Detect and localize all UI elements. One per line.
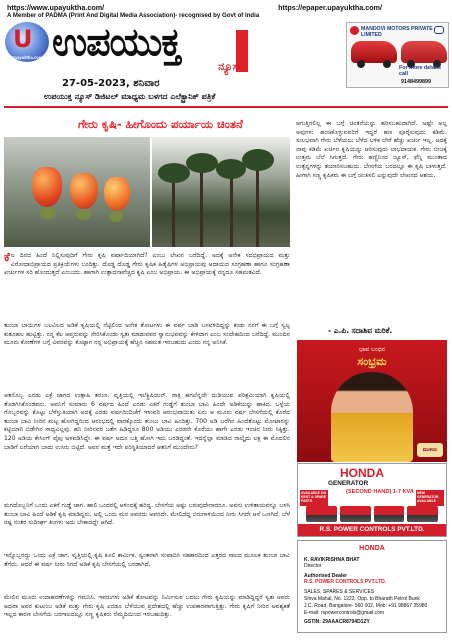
paragraph-2-text: ತುಂಬಾ ಬಾಯಿಗಳ ಬಲವಿಲದ ಅಡಿಕೆ ಕೃಷಿಯಲ್ಲಿ ನೆಟ್ಟಿಲಿಂದ ಅನೇಕ ತೋಟಗಳು ಈ ವರ್ಷ ಬಾಡಿ ಬಸವಳಿದಿದ್ದನ್ನು ಕಂಡು ನನಗೆ ಈ ಬಗ್ಗೆ ಸ್ವಲ್ಪ ಕುತೂಹಲ ಹುಟ್ಟಿತ್ತು. ನನ್ನ ಕೆಲ ಆಪ್ತರುವನ್ನು ಸೇರಿಸಿಕೊಂಡು ಸ್ವತಃ ಮಾಡುವವರ ಸ್ವಾನುಭವವನ್ನು ಕೇಳಿದಾಗ ಎಂಬ ಸಂದೇಹದಿಂದ ಬರೆದಿದ್ದೆ. ಮುಂದಿನ ಮೂರು ಕೋಣೆಗಳ ಬಗ್ಗೆ ವಿವರವನ್ನು ಕೊಟ್ಟಾಗ ನನ್ನ ಅಭಿಪ್ರಾಯಕ್ಕೆ ಹೆಚ್ಚಿನ ಸಹಮತ ಇರಬಹುದು ಎಂದು ನನ್ನ ಅನಿಸಿಕೆ. — [4, 322, 290, 347]
paragraph-6-text: ಮೇಲಿನ ಮೂರು ಉದಾಹರಣೆಗಳನ್ನು ಗಮನಿಸಿ. ಇವರುಗಳು ಅಡಿಕೆ ತೋಟವನ್ನು ನಿರ್ಮಿಸುವ ಬದಲು ಗೇರು ಕೃಷಿಯನ್ನು ಮಾಡಿದ್ದಿದ್ದರೆ ಸ್ವತಃ ಅವರು ಅಥವಾ ಅವರ ಕುಟುಂಬ ಅಡಿಕೆ ಮತ್ತು ಗೇರು ಕೃಷಿ ಎರಡೂ ಬೆಳೆಯುವ ಪ್ರದೇಶದಲ್ಲಿ ಹೆಚ್ಚು ಉಪಕಾರವಾಗುತ್ತಿತ್ತು. ಗೇರು ಕೃಷಿಗೆ ನೀರಿನ ಅವಶ್ಯಕತೆ ಇಲ್ಲದ ಕಾರಣ ಬೇಸಗೆಯ ಬರಗಾಲದಲ್ಲೂ ಸಣ್ಣ ಕೃಷಿಕರು ನೆಮ್ಮದಿಯಿಂದ ಇರಬಹುದಿತ್ತು. — [4, 594, 290, 619]
masthead-urls — [7, 3, 382, 12]
paragraph-1-text: ಲ ದಿನದ ಹಿಂದೆ ನಿಲ್ಲಿಸುವುದಿಗೆ ಗೇರು ಕೃಷಿ ವರ್ಷಾದಿಯಾಗಿದೆ? ಎಂಬು ಲೇಖನ ಬರೆದಿದ್ದೆ. ಅದಕ್ಕೆ ಅನೇಕ ಸದಭಿಪ್ರಾಯದ ಮತ್ತು ವಿರೋಧಾಭಿಪ್ರಾಯದ ಪ್ರತಿಕ್ರಿಯೆಗಳು ಬಂದಿತ್ತು. ದೊಡ್ಡ ದೊಡ್ಡ ಗೇರು ಕೃಷಿಕ ಹಿತೈಷಿಗಳ ಅಭಿಪ್ರಾಯವು ಆದಾಯದ ಸಂಗ್ರಹಣಾ ಹಾಗೂ ಸಂಗ್ರಹಣಾ ಖರ್ಚುಗಳ ಸರಿ ಹೊಂದುತ್ತದೆ ಎಂಬುದು. ಹಾಗಾಗಿ ಉತ್ಪಾದನಾವೆಚ್ಚದ ಕೃಷಿ ಎಂಬ ಅಭಿಪ್ರಾಯ. ಈ ಅಭಿಪ್ರಾಯಕ್ಕೆ ನನ್ನದೂ ಸಹಮತವಿದೆ. — [4, 252, 290, 277]
cashew-nut-icon — [76, 209, 91, 220]
card-role: Director — [304, 563, 322, 569]
generator-images — [306, 506, 438, 522]
article-paragraph-5 — [4, 552, 290, 588]
jewellery-ad[interactable] — [297, 340, 447, 462]
paragraph-3-text: ಆತನೊಬ್ಬ ಎರಡು ಎಕ್ರೆ ಜಾಗದ ಉತ್ಸಾಹಿ ತರುಣ. ವೃತ್ತಿಯಲ್ಲಿ ಇಲೆಕ್ಟ್ರಿಷಿಯನ್. ರಾತ್ರಿ ಹಗಲೆನ್ನದೇ ದುಡಿಯುವ ಪರಿಶ್ರಮಿಯಾಗಿ ಕೃಷಿಯಲ್ಲಿ ತೊಡಗಿಸಿಕೊಂಡವನು. ಅವನಿಗೆ ಸುಮಾರು 6 ವರ್ಷದ ಹಿಂದೆ ಎರಡು ಎಕರೆ ಗುಡ್ಡೆಗೆ ತುಂಬಾ ಬಾವಿ ಹಿಂದೇ ಅಡಿಕೆಯನ್ನು ಹಾಕಿದ. ಒಳ್ಳೆಯ ಗೊಬ್ಬರವನ್ನು ಕೊಟ್ಟು ಬೆಳೆಸ್ತುತಿಯಾಗಿ ಅದಕ್ಕೆ ಎರಡು ವರ್ಷದಿಂದಿಚೆಗೆ ಇಳುವರಿ ಆರಂಭವಾಯಿತು ಏನು ಆ ಮೂರು ವರ್ಷ ಬೇಸಗೆಯಲ್ಲಿ ಕೊರೆದ ತುಂಬಾ ಬಾವಿ ನೀರಿನ ಮಟ್ಟ ಹೋಗಿದ್ದರಿಂದ ಆರಂಭದಲ್ಲಿ ವಾರಕ್ಕೊಂದು ತುಂಬು ಬಾವಿ ಹಿಂದಿತ್ತು. 700 ಅಡಿ ಬರೆಗಿನ ಹಿಂದೆತೊಟ್ಟು ಮೋಟಾರನ್ನು ಕಟ್ಟಿಯಾಗಿ ಬಿಡೇಗಿನ ಸಾಧ್ಯವಿಲ್ಲವು. ಹನಿ ನೀರಿನವರ ಜತೆಗ ಹಿಡಿದ್ದರೂ 800 ಅಡಿಯು ಎರಡನೇ ಕೊರೆಯು ಹಾಗೇ ಎರಡು ಇಂಚಿನ ನೀರು ಸಿಕ್ಕಿತ್ತು. 120 ಅಡಿಯ ಕೇಸಿಂಗ್ ಪೈಪು ಅಳವಡಿಸಿದ್ದೇ. ಈ ವರ್ಷ ಅದೂ ಬತ್ತಿ ಹೋಗಿ ಇದು ಬರಡಿದ್ದಂತೆ. ಇದನ್ನೆಲ್ಲಾ ಮಾಡಿದ ನಾಲ್ಕೈದು ಲಕ್ಷ ಈ ಮೊದಲಿನ ಬಾಡಿಗೆ ಬರೆಯಾಗಿ ಬಾದು ಉಸಿರು ಬಿಟ್ಟಿದೆ. ಅವನ ಮತ್ತೆ ಇದೇ ಪರಿಸ್ಥಿತಿಯಾದರೆ ಆತನಿಗೆ ಮುಂದೇನು? — [4, 392, 290, 451]
honda-ad-range: (SECOND HAND) 1-7 KVA — [346, 489, 414, 495]
honda-ad-footer: R.S. POWER CONTROLS PVT.LTD. — [298, 524, 446, 536]
car-ad-brand: MANDOVI MOTORS PRIVATE LIMITED — [361, 26, 433, 38]
honda-ad-product: GENERATOR — [328, 480, 369, 487]
palm-frond-icon — [186, 153, 218, 173]
article-paragraph-1 — [4, 252, 290, 312]
palm-frond-icon — [242, 149, 274, 171]
article-right-column — [296, 120, 447, 326]
article-paragraph-6 — [4, 594, 290, 638]
article-headline: ಗೇರು ಕೃಷಿ- ಹೀಗೊಂದು ಪರ್ಯಾಯ ಚಿಂತನೆ — [78, 117, 243, 131]
tree-trunk-icon — [200, 167, 203, 247]
generator-icon — [340, 506, 371, 522]
tree-trunk-icon — [256, 163, 259, 247]
generator-icon — [407, 506, 438, 522]
issue-date: 27-05-2023, ಶನಿವಾರ — [62, 78, 160, 89]
masthead-divider — [4, 106, 448, 108]
article-right-text: ಆಗುತ್ತಿರಲಿಲ್ಲ ಈ ಬಗ್ಗೆ ಚಿಂತನೆಯನ್ನು ಹರಿಸಬಹುದಾಗಿದೆ. ಅಷ್ಟೇ ಅಲ್ಲ ಅವುಗಳು ಹಂಚಿಕೊಳ್ಳುವವರಿಗೆ ಇದ್ದರೆ ಹಣ ಪೂರೈಸುವುದು ಕಡಿಮೆ. ಸುಲಭವಾಗಿ ಗೇರು ಬೆಳೆಯಲು ಬೆಳೆದ ಬಳಿಕ ಬೇರೆ ಹೆಚ್ಚು ಖರ್ಚು ಇಲ್ಲ. ಅದಕ್ಕೆ ನಾವು ಕಡಿಮೆ ಖರ್ಚಿನ ಕೃಷಿಯನ್ನು ಆರಿಸುವುದು ಲಾಭದಾಯಕ. ಗೇರು ಬೀಜಕ್ಕೆ ಉತ್ತಮ ಬೆಲೆ ಸಿಗುತ್ತದೆ. ಗೇರು ಹಣ್ಣಿನಿಂದ ಜ್ಯೂಸ್, ಫೆನ್ನಿ ಮುಂತಾದ ಉತ್ಪನ್ನಗಳನ್ನು ತಯಾರಿಸಬಹುದು. ಬೇಸಗೆಯ ಬರದಲ್ಲೂ ಈ ಕೃಷಿ ಬಾಳುತ್ತದೆ. ಹೀಗಾಗಿ ಸಣ್ಣ ಕೃಷಿಕರು ಈ ಬಗ್ಗೆ ಚಿಂತಿಸಲಿ ಎನ್ನುವುದೇ ಲೇಖನದ ಆಶಯ. — [296, 120, 447, 179]
news-label: ನ್ಯೂಸ್ — [218, 60, 243, 73]
card-address-2: J.C. Road, Bangalore- 560 002, Mob: +91 98867 35980 — [304, 603, 428, 609]
card-gstin: GSTIN: 29AAACR8794D1ZY — [304, 619, 370, 625]
cashew-apple-icon — [70, 173, 98, 209]
tree-trunk-icon — [230, 173, 233, 247]
honda-ad-brand: HONDA — [340, 466, 384, 480]
new-generator-badge: NEW GENERATOR AVAILABLE — [416, 490, 444, 506]
card-address-1: Shiva Mahal, No. 1222, Opp. to Bharath Petrol Bunk — [304, 596, 420, 602]
masthead-tagline: ಉಪಯುಕ್ತ ನ್ಯೂಸ್ ಡಿಜಿಟಲ್ ಮಾಧ್ಯಮ ಬಳಗದ ಎಲೆಕ್ಟ್ರಾನಿಕ್ ಪತ್ರಿಕೆ — [44, 92, 216, 101]
member-line: A Member of PADMA (Print And Digital Media Association)- recognised by Govt of India — [7, 12, 260, 19]
article-signature: - ಎ.ಪಿ. ಸದಾಶಿವ ಮರಿಕೆ. — [328, 326, 393, 335]
dropcap: ಕೆ — [4, 252, 10, 264]
paragraph-5-text: ಇನ್ನೊಬ್ಬರದ್ದು ಒಂದು ಎಕ್ರೆ ಜಾಗ. ವೃತ್ತಿಯಲ್ಲಿ ಕೃಷಿ ಕೂಲಿ ಕಾರ್ಮಿಕ. ಸ್ವಂತವಾಗಿ ಸಂಪಾದಿಸಿ ಸಹಕಾರದಿಂದ ಎತ್ತರದ ಸಾಲದ ಮೂಲಕ ತುಂಬಾ ಬಾವಿ ತೆಗೆದು. ಆದರೆ ಈ ವರ್ಷ ನೀರು ಸಿಗದೆ ಅಡಿಕೆ ಕೃಷಿ ಬೇಸಗೆಯಲ್ಲಿ ಬರಡಾಗಿದೆ. — [4, 552, 290, 568]
cashew-plantation-photo — [152, 137, 290, 247]
cashew-nut-icon — [40, 207, 56, 219]
honda-generator-ad[interactable] — [297, 463, 447, 537]
jewel-ad-line2: ಸಂಭ್ರಮ — [357, 355, 387, 368]
card-email[interactable]: E-mail: rspowercontrols@gmail.com — [304, 610, 385, 616]
card-dealer: R.S. POWER CONTROLS PVT.LTD. — [304, 579, 387, 585]
article-paragraph-3 — [4, 392, 290, 496]
wheel-icon — [383, 60, 391, 68]
generator-icon — [306, 506, 337, 522]
paragraph-4-text: ಮಗದೊಬ್ಬನಿಗೆ ಒಂದು ಎಕರೆ ಗುಡ್ಡೆ ಜಾಗ. ಹಾಲಿ ಒಂದರಲ್ಲಿ ಆಳಿಂದಕ್ಕೆ ಹರಿದ್ದ. ಬೇಸಗೆಯ ಅಷ್ಟು ಬರುವುದೇನಾದರೂ. ಅವನು ಉಳಿತಾಯವನ್ನೂ ಬಳಸಿ ತುಂಬಾ ಬಾವಿ ಹಿಂದೆ ಅಡಿಕೆ ಕೃಷಿ ಮಾಡಿದ್ದನು. ಅಲ್ಲಿ ಒಂದು ಮರ ಅವನದು ಅವನದೇ. ಮೇಲಿದೆದ್ದ ಬಿರುಗಾಳಿಯಿಂದ ನೀರು ಸಿಗದೇ ಆಸೆ ಒಣಗಿದೆ. ಬೆಳೆ ನಷ್ಟ ನಂತರ ಸುದೀರ್ಘ ತಿಂಗಳು ಅದು ಬೇಕಾದದ್ದೇ ಆಗಿದೆ. — [4, 502, 290, 527]
dealer-logo-icon — [350, 26, 359, 35]
tree-trunk-icon — [172, 177, 175, 247]
logo-text: Upayuktha.com — [11, 55, 43, 60]
cashew-apple-icon — [32, 167, 62, 207]
logo-letter-icon: U — [13, 25, 33, 53]
website-link[interactable]: https://www.upayuktha.com/ — [7, 3, 105, 12]
jewel-ad-line1: ಭಾವ ಬಂಧನ — [359, 346, 385, 353]
card-name: K. RAVIKRISHNA BHAT — [304, 557, 360, 563]
business-card-ad[interactable] — [297, 540, 447, 633]
car-ad-phone: 9148499899 — [401, 79, 431, 85]
card-brand: HONDA — [359, 545, 385, 552]
wheel-icon — [357, 60, 365, 68]
cashew-fruit-photo — [4, 137, 150, 247]
card-services: SALES, SPARES & SERVICES — [304, 589, 375, 595]
car-ad-offer: For more details call — [399, 65, 441, 77]
generator-icon — [374, 506, 405, 522]
article-paragraph-2 — [4, 322, 290, 382]
model-image — [331, 372, 413, 462]
cashew-apple-icon — [104, 177, 130, 211]
epaper-link[interactable]: https://epaper.upayuktha.com/ — [278, 3, 382, 12]
newspaper-title: ಉಪಯುಕ್ತ — [52, 20, 181, 64]
jewel-brand-logo: ಮುಳಿಯ — [417, 443, 443, 457]
upayuktha-logo — [5, 22, 49, 62]
palm-frond-icon — [158, 163, 190, 183]
card-dealer-label: Authorised Dealer — [304, 573, 348, 579]
cashew-nut-icon — [109, 211, 123, 222]
suzuki-logo-icon — [434, 26, 444, 34]
rent-badge: AVAILABLE ON RENT & SPARE PARTS — [300, 490, 328, 506]
article-paragraph-4 — [4, 502, 290, 546]
car-dealer-ad[interactable] — [346, 22, 449, 88]
